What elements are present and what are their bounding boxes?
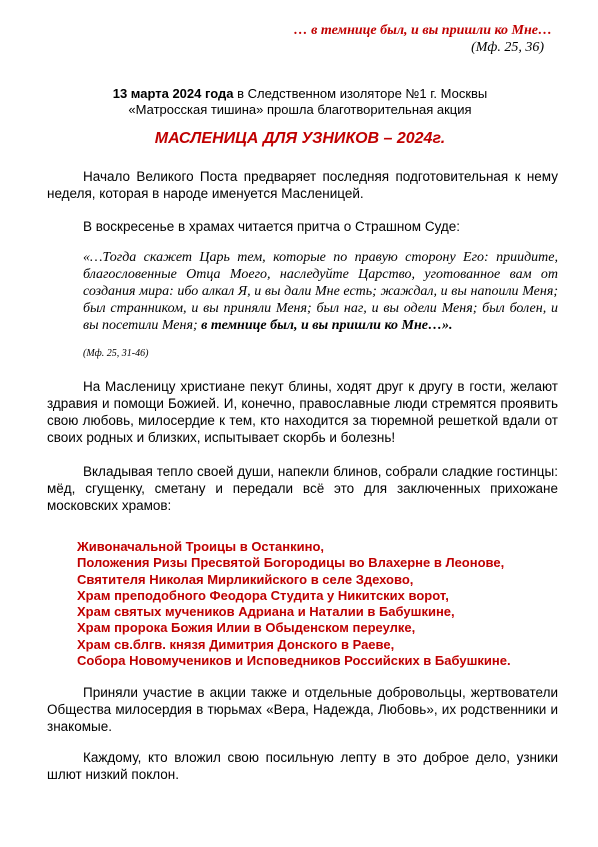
epigraph-reference: (Мф. 25, 36) xyxy=(471,40,544,55)
church-item: Храм пророка Божия Илии в Обыденском переулке, xyxy=(77,620,416,636)
quote-bold-ending: в темнице был, и вы пришли ко Мне…». xyxy=(197,318,453,333)
paragraph-sunday: В воскресенье в храмах читается притча о Страшном Суде: xyxy=(83,219,461,234)
epigraph xyxy=(294,22,552,56)
intro-announcement xyxy=(40,86,560,118)
quote-reference: (Мф. 25, 31-46) xyxy=(83,348,149,359)
paragraph-lent: Начало Великого Поста предваряет последняя подготовительная к нему неделя, которая в народе именуется Масленицей. xyxy=(47,169,558,201)
church-item: Храм св.блгв. князя Димитрия Донского в Раеве, xyxy=(77,636,395,652)
paragraph-maslenitsa: На Масленицу христиане пекут блины, ходят друг к другу в гости, желают здравия и помощи Божией. И, конечно, православные люди стремятся проявить свою любовь, милосердие к тем, кто находится за тюремной решеткой вдали от своих родных и близких, испытывает скорбь и болезнь! xyxy=(47,379,558,445)
intro-location: в Следственном изоляторе №1 г. Москвы xyxy=(233,86,488,101)
church-item: Собора Новомучеников и Исповедников Российских в Бабушкине. xyxy=(77,653,511,669)
paragraph-gifts: Вкладывая тепло своей души, напекли блинов, собрали сладкие гостинцы: мёд, сгущенку, сметану и передали всё это для заключенных прихожане московских храмов: xyxy=(47,464,558,513)
church-list xyxy=(77,539,511,669)
church-item: Святителя Николая Мирликийского в селе Здехово, xyxy=(77,571,414,587)
intro-date: 13 марта 2024 года xyxy=(112,86,234,101)
epigraph-quote: … в темнице был, и вы пришли ко Мне… xyxy=(293,23,552,38)
quote-text: «…Тогда скажет Царь тем, которые по правую сторону Его: приидите, благословенные Отца Моего, наследуйте Царство, уготованное вам от создания мира: ибо алкал Я, и вы дали Мне есть; жаждал, и вы напоили Меня; был странником, и вы приняли Меня; был наг, и вы одели Меня; был болен, и вы посетили Меня; xyxy=(83,250,558,333)
page-title: МАСЛЕНИЦА ДЛЯ УЗНИКОВ – 2024г. xyxy=(154,130,446,147)
intro-event: «Матросская тишина» прошла благотворительная акция xyxy=(128,102,472,117)
scripture-quote xyxy=(83,249,558,359)
church-item: Живоначальной Троицы в Останкино, xyxy=(77,539,325,554)
paragraph-volunteers: Приняли участие в акции также и отдельные добровольцы, жертвователи Общества милосердия в тюрьмах «Вера, Надежда, Любовь», их родственники и знакомые. xyxy=(47,685,558,734)
church-item: Храм преподобного Феодора Студита у Никитских ворот, xyxy=(77,587,449,603)
church-item: Храм святых мучеников Адриана и Наталии в Бабушкине, xyxy=(77,604,455,620)
paragraph-thanks: Каждому, кто вложил свою посильную лепту в это доброе дело, узники шлют низкий поклон. xyxy=(47,750,558,782)
church-item: Положения Ризы Пресвятой Богородицы во Влахерне в Леонове, xyxy=(77,555,505,571)
